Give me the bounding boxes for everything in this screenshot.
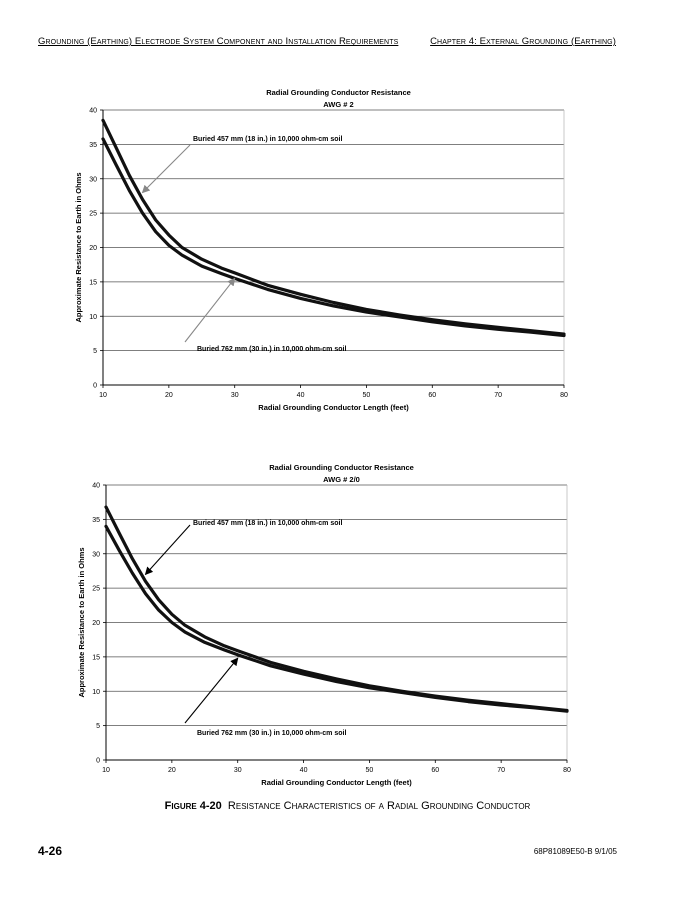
y-tick-label: 20 bbox=[89, 245, 97, 252]
x-tick-label: 50 bbox=[362, 392, 371, 399]
chart-awg-2-0-svg bbox=[0, 455, 695, 795]
chart-title: Radial Grounding Conductor Resistance bbox=[266, 88, 411, 97]
y-tick-label: 10 bbox=[89, 313, 97, 321]
y-tick-label: 30 bbox=[89, 176, 97, 184]
y-axis-label: Approximate Resistance to Earth in Ohms bbox=[74, 172, 83, 323]
y-tick-label: 40 bbox=[92, 482, 100, 490]
annotation-arrow bbox=[185, 658, 238, 723]
figure-caption bbox=[0, 800, 695, 812]
x-tick-label: 20 bbox=[167, 767, 176, 774]
chart-subtitle: AWG # 2/0 bbox=[323, 475, 360, 484]
y-tick-label: 0 bbox=[96, 757, 100, 765]
y-tick-label: 30 bbox=[92, 551, 100, 559]
page-number: 4-26 bbox=[38, 844, 63, 858]
chart-awg-2 bbox=[0, 80, 695, 420]
y-tick-label: 15 bbox=[92, 654, 100, 662]
x-tick-label: 30 bbox=[230, 392, 239, 399]
y-tick-label: 25 bbox=[89, 210, 97, 218]
chart-title: Radial Grounding Conductor Resistance bbox=[269, 463, 414, 472]
chart-subtitle: AWG # 2 bbox=[323, 100, 354, 109]
document-id: 68P81089E50-B 9/1/05 bbox=[533, 847, 617, 856]
y-tick-label: 25 bbox=[92, 585, 100, 593]
series-line-0 bbox=[103, 120, 564, 334]
x-tick-label: 60 bbox=[428, 392, 437, 399]
annotation-arrow bbox=[185, 278, 235, 342]
page-header bbox=[38, 36, 616, 50]
y-tick-label: 10 bbox=[92, 688, 100, 696]
y-tick-label: 0 bbox=[93, 382, 97, 390]
x-tick-label: 70 bbox=[494, 392, 503, 399]
header-left-title: Grounding (Earthing) Electrode System Component and Installation Requirements bbox=[38, 36, 399, 47]
x-tick-label: 20 bbox=[164, 392, 173, 399]
x-tick-label: 80 bbox=[563, 767, 571, 774]
y-tick-label: 35 bbox=[92, 516, 100, 524]
x-axis-label: Radial Grounding Conductor Length (feet) bbox=[258, 403, 409, 412]
annotation-label: Buried 762 mm (30 in.) in 10,000 ohm-cm soil bbox=[197, 730, 347, 737]
x-axis-label: Radial Grounding Conductor Length (feet) bbox=[261, 778, 412, 787]
x-tick-label: 40 bbox=[299, 767, 308, 774]
y-tick-label: 5 bbox=[96, 723, 100, 731]
x-tick-label: 40 bbox=[296, 392, 305, 399]
header-right-title: Chapter 4: External Grounding (Earthing) bbox=[430, 36, 616, 47]
annotation-arrow bbox=[143, 145, 190, 193]
chart-awg-2-0 bbox=[0, 455, 695, 795]
y-tick-label: 40 bbox=[89, 107, 97, 115]
y-axis-label: Approximate Resistance to Earth in Ohms bbox=[77, 547, 86, 698]
figure-label: Figure 4-20 bbox=[164, 800, 222, 812]
x-tick-label: 80 bbox=[560, 392, 568, 399]
x-tick-label: 30 bbox=[233, 767, 242, 774]
y-tick-label: 15 bbox=[89, 279, 97, 287]
annotation-arrow bbox=[146, 525, 190, 574]
chart-awg-2-svg bbox=[0, 80, 695, 420]
annotation-label: Buried 762 mm (30 in.) in 10,000 ohm-cm soil bbox=[197, 346, 347, 353]
x-tick-label: 10 bbox=[102, 767, 110, 774]
annotation-label: Buried 457 mm (18 in.) in 10,000 ohm-cm soil bbox=[193, 136, 343, 143]
x-tick-label: 70 bbox=[497, 767, 506, 774]
x-tick-label: 60 bbox=[431, 767, 440, 774]
figure-caption-text: Resistance Characteristics of a Radial Grounding Conductor bbox=[227, 800, 531, 812]
annotation-label: Buried 457 mm (18 in.) in 10,000 ohm-cm soil bbox=[193, 520, 343, 527]
y-tick-label: 35 bbox=[89, 141, 97, 149]
y-tick-label: 20 bbox=[92, 620, 100, 627]
x-tick-label: 50 bbox=[365, 767, 374, 774]
x-tick-label: 10 bbox=[99, 392, 107, 399]
y-tick-label: 5 bbox=[93, 348, 97, 356]
